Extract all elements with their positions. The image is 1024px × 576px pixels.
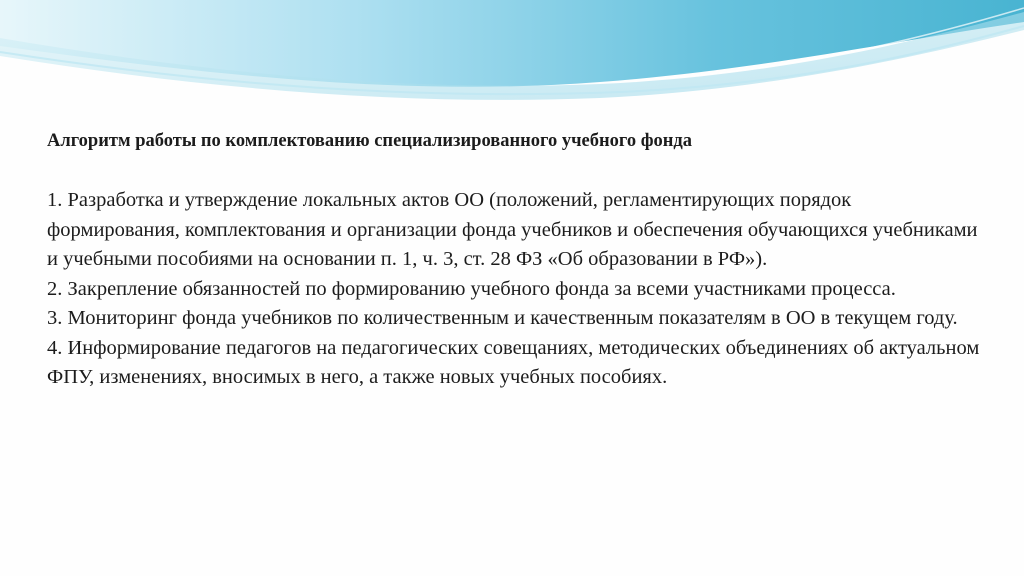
- list-item-3: 3. Мониторинг фонда учебников по количественным и качественным показателям в ОО в текущем году.: [47, 307, 958, 329]
- list-item-2: 2. Закрепление обязанностей по формированию учебного фонда за всеми участниками процесса.: [47, 277, 896, 300]
- slide-content: [47, 126, 987, 393]
- list-item-4: 4. Информирование педагогов на педагогических совещаниях, методических объединениях об актуальном ФПУ, изменениях, вносимых в него, а также новых учебных пособиях.: [47, 336, 980, 388]
- title-spacer: [47, 156, 987, 186]
- header-wave-decoration: [0, 0, 1024, 110]
- slide-title: Алгоритм работы по комплектованию специализированного учебного фонда: [47, 131, 693, 151]
- list-item-1: 1. Разработка и утверждение локальных актов ОО (положений, регламентирующих порядок формирования, комплектования и организации фонда учебников и обеспечения обучающихся учебниками и учебными пособиями на основании п. 1, ч. 3, ст. 28 ФЗ «Об образовании в РФ»).: [47, 189, 978, 270]
